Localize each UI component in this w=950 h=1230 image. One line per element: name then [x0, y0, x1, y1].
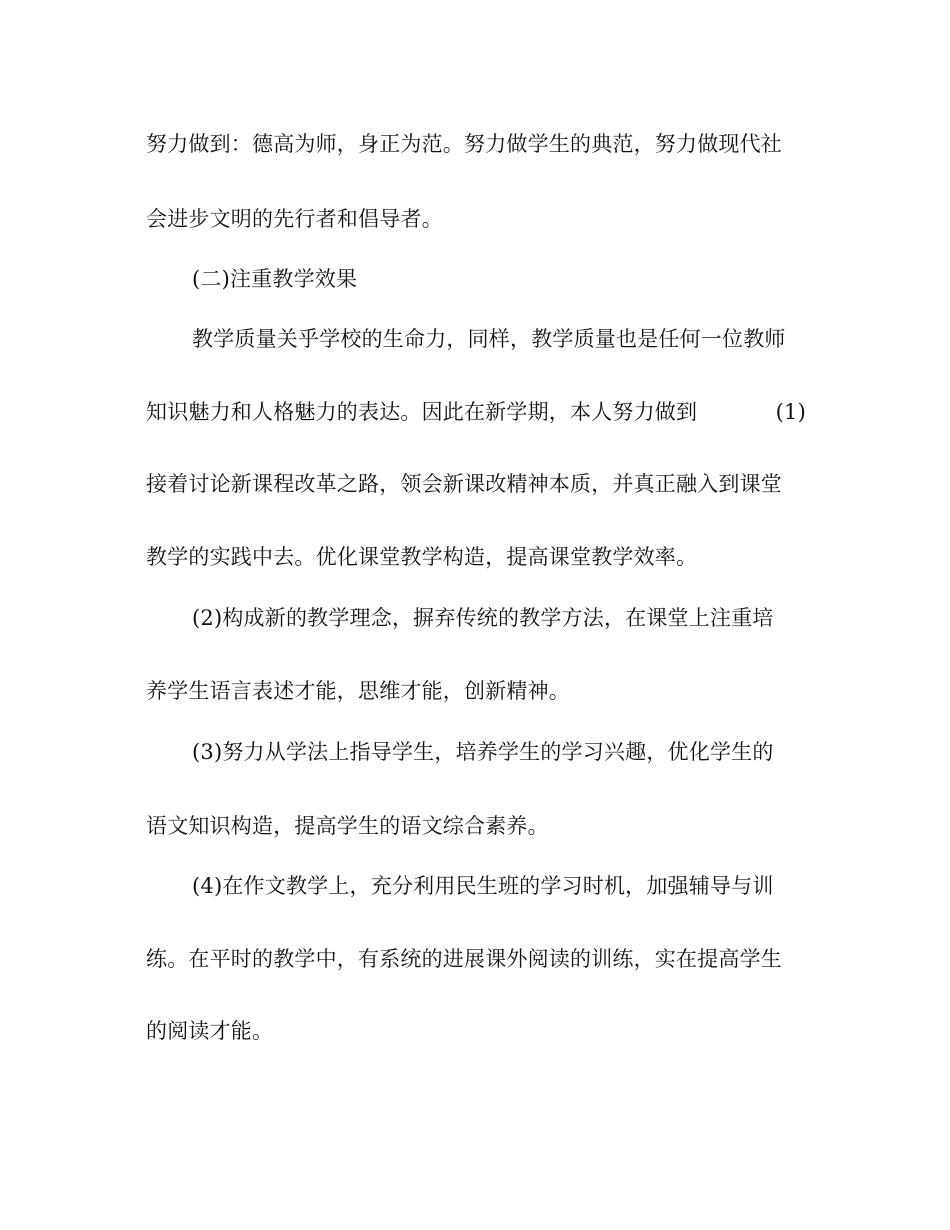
text-line: 练。在平时的教学中，有系统的进展课外阅读的训练，实在提高学生	[146, 947, 782, 971]
text-line: (4)在作文教学上，充分利用民生班的学习时机，加强辅导与训	[192, 874, 774, 898]
text-line: (2)构成新的教学理念，摒弃传统的教学方法，在课堂上注重培	[192, 606, 774, 630]
text-line: 接着讨论新课程改革之路，领会新课改精神本质，并真正融入到课堂	[146, 472, 782, 496]
list-marker: (1)	[775, 400, 806, 424]
text-line	[146, 397, 806, 427]
text-line-content: 知识魅力和人格魅力的表达。因此在新学期，本人努力做到	[146, 400, 698, 424]
text-line: 教学的实践中去。优化课堂教学构造，提高课堂教学效率。	[146, 545, 698, 569]
text-line: (3)努力从学法上指导学生，培养学生的学习兴趣，优化学生的	[192, 740, 774, 764]
section-heading: (二)注重教学效果	[192, 267, 358, 291]
text-line: 的阅读才能。	[146, 1019, 274, 1043]
text-line: 教学质量关乎学校的生命力，同样，教学质量也是任何一位教师	[192, 327, 786, 351]
text-line: 语文知识构造，提高学生的语文综合素养。	[146, 814, 549, 838]
text-line: 会进步文明的先行者和倡导者。	[146, 207, 443, 231]
text-line: 努力做到：德高为师，身正为范。努力做学生的典范，努力做现代社	[146, 132, 782, 156]
text-line: 养学生语言表述才能，思维才能，创新精神。	[146, 679, 570, 703]
